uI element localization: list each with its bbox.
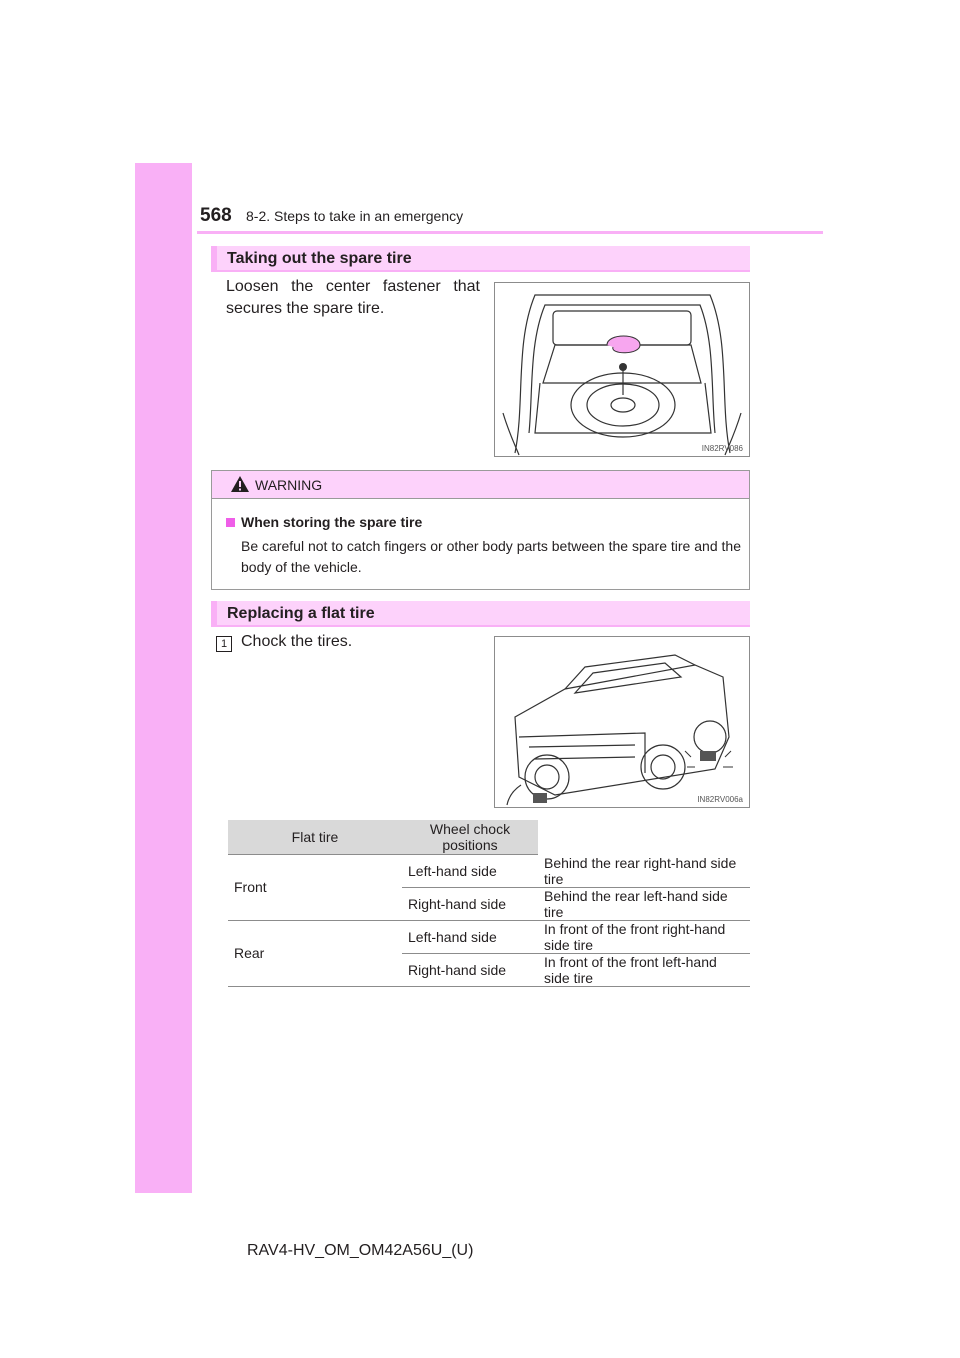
section-heading-label: Replacing a flat tire: [227, 605, 375, 622]
table-header-cell: Wheel chock positions: [402, 820, 538, 855]
step-number: 1: [216, 636, 232, 652]
warning-triangle-icon: [230, 475, 250, 493]
table-group-label: Front: [228, 855, 402, 921]
figure-code: IN82RV006a: [697, 795, 743, 804]
figure-vehicle-chocks: [494, 636, 750, 808]
table-cell-side: Right-hand side: [402, 887, 538, 920]
cargo-area-illustration: [495, 283, 749, 456]
page-number: 568: [200, 205, 232, 226]
instruction-text: Loosen the center fastener that secures the spare tire.: [226, 278, 480, 317]
section-title: 8-2. Steps to take in an emergency: [246, 208, 464, 224]
table-cell-side: Left-hand side: [402, 920, 538, 953]
figure-cargo-area: [494, 282, 750, 457]
table-header-row: [228, 820, 750, 855]
warning-subheading: [226, 514, 422, 530]
warning-body: Be careful not to catch fingers or other body parts between the spare tire and the body of the vehicle.: [241, 538, 741, 575]
step-text: Chock the tires.: [241, 633, 353, 650]
table-row: [228, 920, 750, 953]
vehicle-illustration: [495, 637, 749, 807]
table-row: [228, 855, 750, 888]
section-heading-spare-tire: [211, 246, 750, 272]
table-cell-position: Behind the rear right-hand side tire: [538, 855, 750, 888]
header-rule: [197, 231, 823, 234]
chapter-sidebar-tab: [135, 163, 192, 1193]
section-heading-label: Taking out the spare tire: [227, 250, 412, 267]
figure-code: IN82RV086: [701, 444, 743, 453]
warning-box: [211, 470, 750, 590]
table-cell-position: In front of the front left-hand side tire: [538, 953, 750, 986]
warning-title: WARNING: [255, 477, 323, 493]
section-heading-flat-tire: [211, 601, 750, 627]
table-cell-position: Behind the rear left-hand side tire: [538, 887, 750, 920]
warning-header: [212, 471, 749, 499]
table-header-cell: Flat tire: [228, 820, 402, 855]
table-cell-side: Left-hand side: [402, 855, 538, 888]
table-cell-side: Right-hand side: [402, 953, 538, 986]
warning-subheading-label: When storing the spare tire: [241, 514, 423, 530]
wheel-chock-table: [228, 820, 750, 987]
document-code: RAV4-HV_OM_OM42A56U_(U): [247, 1242, 474, 1259]
table-cell-position: In front of the front right-hand side tire: [538, 920, 750, 953]
table-group-label: Rear: [228, 920, 402, 986]
bullet-square-icon: [226, 518, 235, 527]
